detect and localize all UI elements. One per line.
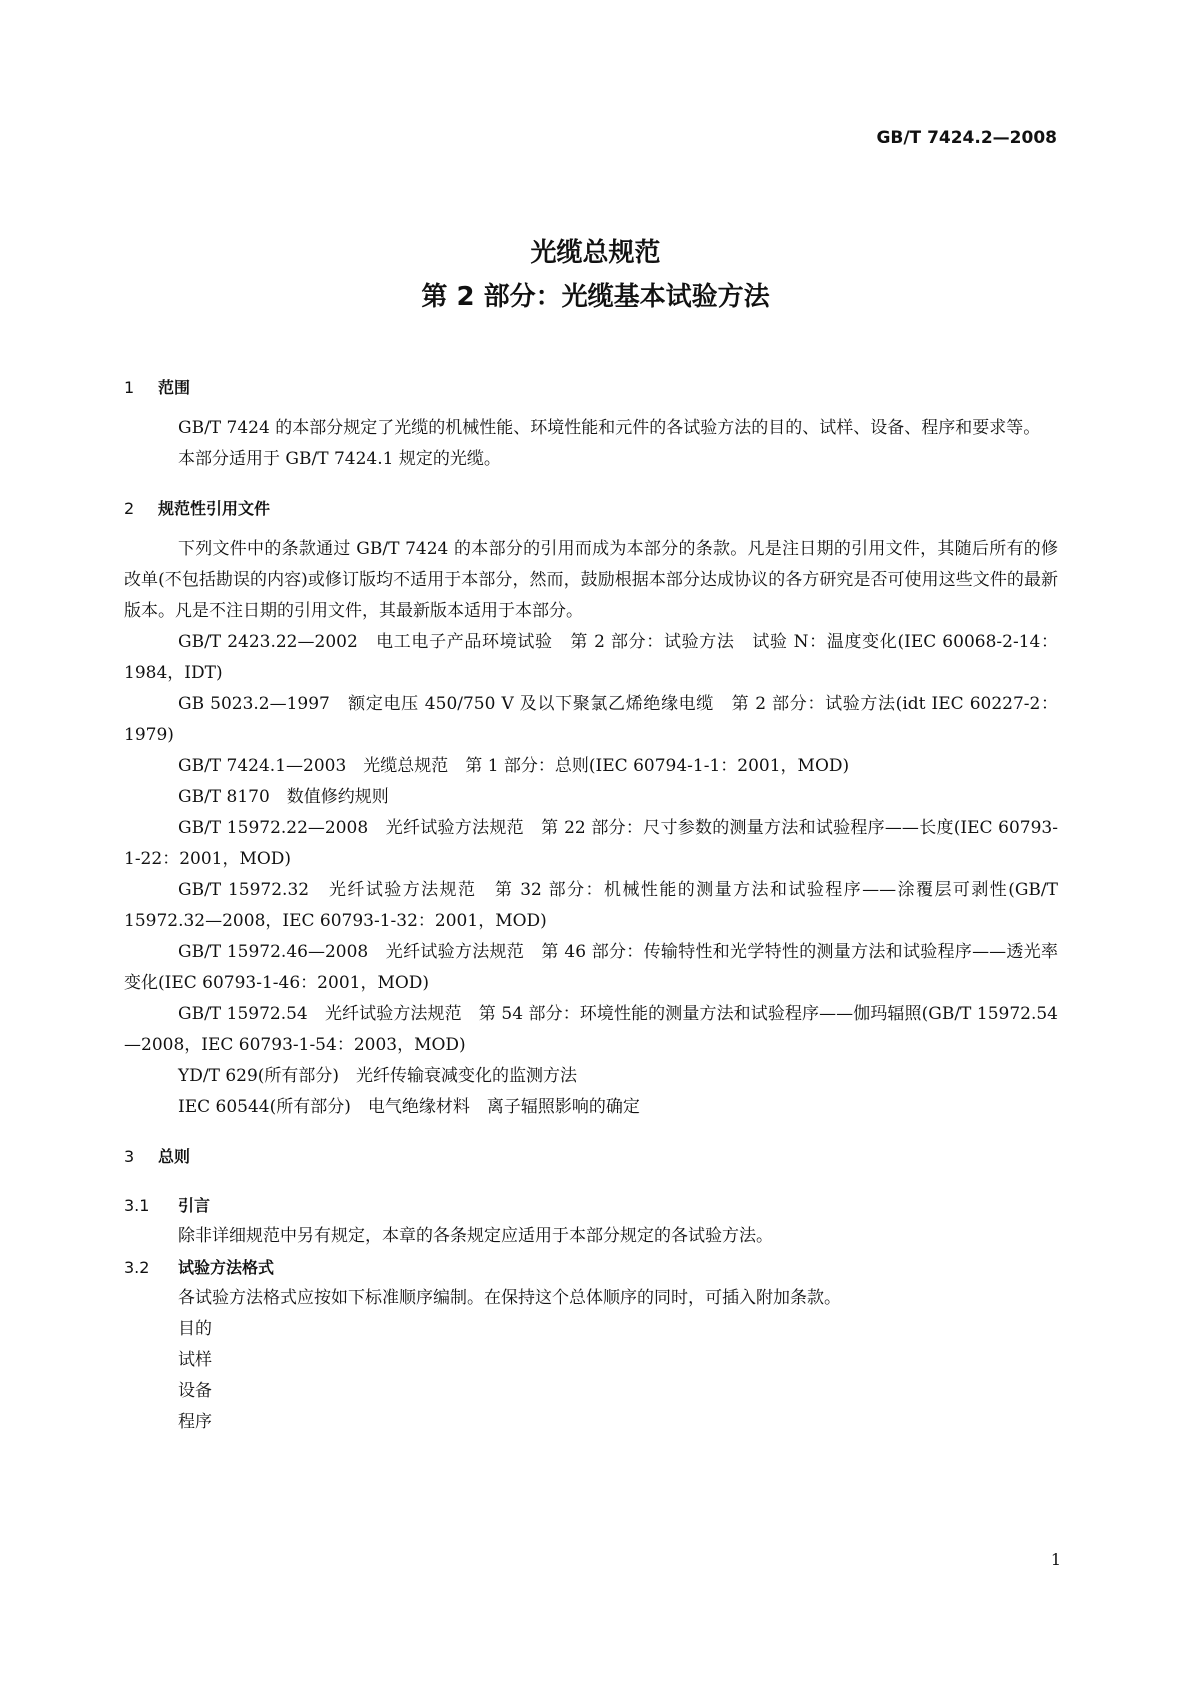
paragraph: 各试验方法格式应按如下标准顺序编制。在保持这个总体顺序的同时，可插入附加条款。 <box>178 1288 841 1308</box>
section-title: 规范性引用文件 <box>158 499 271 518</box>
document-body <box>124 372 1058 1438</box>
subsection-title: 引言 <box>178 1196 211 1215</box>
reference-item: GB/T 15972.46—2008 光纤试验方法规范 第 46 部分：传输特性和光学特性的测量方法和试验程序——透光率变化(IEC 60793-1-46：2001，MOD) <box>124 942 1058 993</box>
reference-item: GB/T 15972.32 光纤试验方法规范 第 32 部分：机械性能的测量方法和试验程序——涂覆层可剥性(GB/T 15972.32—2008，IEC 60793-1-32：2001，MOD) <box>124 880 1058 931</box>
section-number: 2 <box>124 499 135 518</box>
reference-item: GB/T 2423.22—2002 电工电子产品环境试验 第 2 部分：试验方法 试验 N：温度变化(IEC 60068-2-14：1984，IDT) <box>124 632 1058 683</box>
reference-item: GB/T 15972.22—2008 光纤试验方法规范 第 22 部分：尺寸参数的测量方法和试验程序——长度(IEC 60793-1-22：2001，MOD) <box>124 818 1058 869</box>
section-number: 1 <box>124 378 135 397</box>
reference-item: GB/T 7424.1—2003 光缆总规范 第 1 部分：总则(IEC 60794-1-1：2001，MOD) <box>178 756 850 776</box>
section-3-heading <box>124 1141 1058 1172</box>
section-number: 3 <box>124 1147 135 1166</box>
section-2-heading <box>124 493 1058 524</box>
subsection-3-2-heading <box>124 1252 1058 1283</box>
subsection-title: 试验方法格式 <box>178 1258 275 1277</box>
reference-item: GB/T 8170 数值修约规则 <box>178 787 389 807</box>
list-item: 目的 <box>178 1319 212 1339</box>
standard-code: GB/T 7424.2—2008 <box>876 128 1057 148</box>
section-title: 总则 <box>158 1147 191 1166</box>
document-subtitle: 第 2 部分：光缆基本试验方法 <box>421 282 770 312</box>
paragraph: 本部分适用于 GB/T 7424.1 规定的光缆。 <box>178 449 501 469</box>
subsection-3-1-heading <box>124 1190 1058 1221</box>
paragraph: GB/T 7424 的本部分规定了光缆的机械性能、环境性能和元件的各试验方法的目的、试样、设备、程序和要求等。 <box>178 418 1041 438</box>
list-item: 设备 <box>178 1381 212 1401</box>
paragraph: 除非详细规范中另有规定，本章的各条规定应适用于本部分规定的各试验方法。 <box>178 1226 773 1246</box>
subsection-number: 3.2 <box>124 1258 150 1277</box>
section-1-heading <box>124 372 1058 403</box>
list-item: 试样 <box>178 1350 212 1370</box>
reference-item: GB 5023.2—1997 额定电压 450/750 V 及以下聚氯乙烯绝缘电缆 第 2 部分：试验方法(idt IEC 60227-2：1979) <box>124 694 1058 745</box>
page-number: 1 <box>1050 1550 1061 1569</box>
reference-item: GB/T 15972.54 光纤试验方法规范 第 54 部分：环境性能的测量方法和试验程序——伽玛辐照(GB/T 15972.54—2008，IEC 60793-1-54：2003，MOD) <box>124 1004 1058 1055</box>
section-title: 范围 <box>158 378 191 397</box>
paragraph: 下列文件中的条款通过 GB/T 7424 的本部分的引用而成为本部分的条款。凡是注日期的引用文件，其随后所有的修改单(不包括勘误的内容)或修订版均不适用于本部分，然而，鼓励根据本部分达成协议的各方研究是否可使用这些文件的最新版本。凡是不注日期的引用文件，其最新版本适用于本部分。 <box>124 539 1058 621</box>
reference-item: IEC 60544(所有部分) 电气绝缘材料 离子辐照影响的确定 <box>178 1097 640 1117</box>
reference-item: YD/T 629(所有部分) 光纤传输衰减变化的监测方法 <box>178 1066 578 1086</box>
subsection-number: 3.1 <box>124 1196 150 1215</box>
document-title: 光缆总规范 <box>530 238 661 268</box>
list-item: 程序 <box>178 1412 212 1432</box>
